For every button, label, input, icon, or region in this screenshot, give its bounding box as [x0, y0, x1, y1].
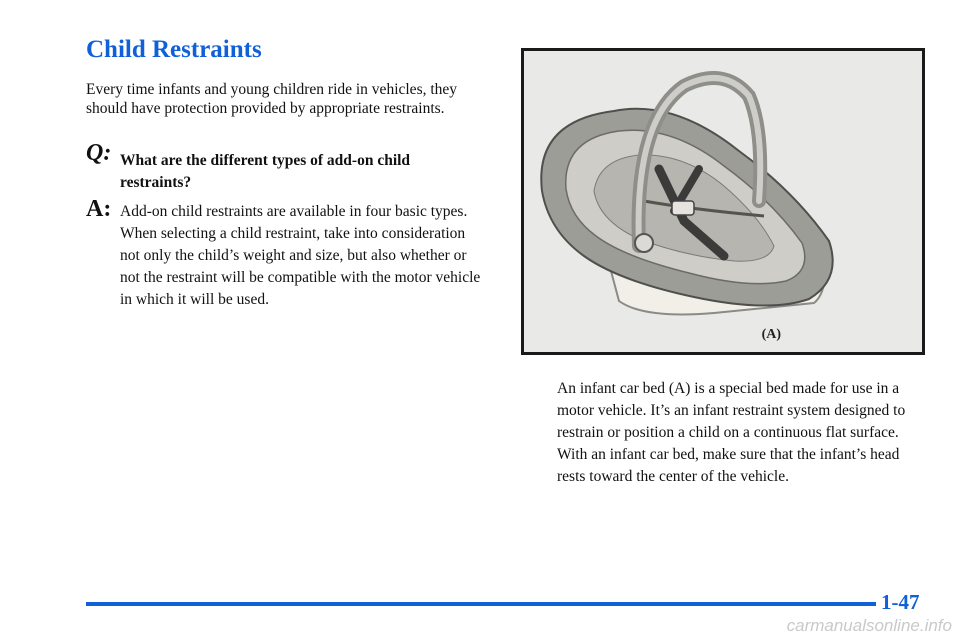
answer-text: Add-on child restraints are available in four basic types. When selecting a child restraint, take into consideration not only the child’s weight and size, but also whether or not the restraint will be compatible with the motor vehicle in which it will be used. — [120, 203, 481, 308]
page-title: Child Restraints — [86, 36, 262, 63]
answer-marker: A: — [86, 196, 112, 222]
page-number: 1-47 — [881, 590, 920, 614]
question-marker: Q: — [86, 140, 112, 166]
intro-paragraph: Every time infants and young children ride in vehicles, they should have protection provided by appropriate restraints. — [86, 81, 458, 117]
figure-caption: An infant car bed (A) is a special bed made for use in a motor vehicle. It’s an infant restraint system designed to restrain or position a child on a continuous flat surface. With an infant car bed, make sure that the infant’s head rests toward the center of the vehicle. — [557, 380, 906, 485]
footer-rule — [86, 602, 876, 606]
figure-image-area — [524, 51, 922, 352]
question-text: What are the different types of add-on child restraints? — [120, 152, 411, 191]
figure-label: (A) — [761, 327, 781, 342]
watermark-text: carmanualsonline.info — [786, 616, 952, 635]
infant-car-bed-figure — [521, 48, 925, 355]
infant-car-bed-illustration — [524, 51, 922, 352]
